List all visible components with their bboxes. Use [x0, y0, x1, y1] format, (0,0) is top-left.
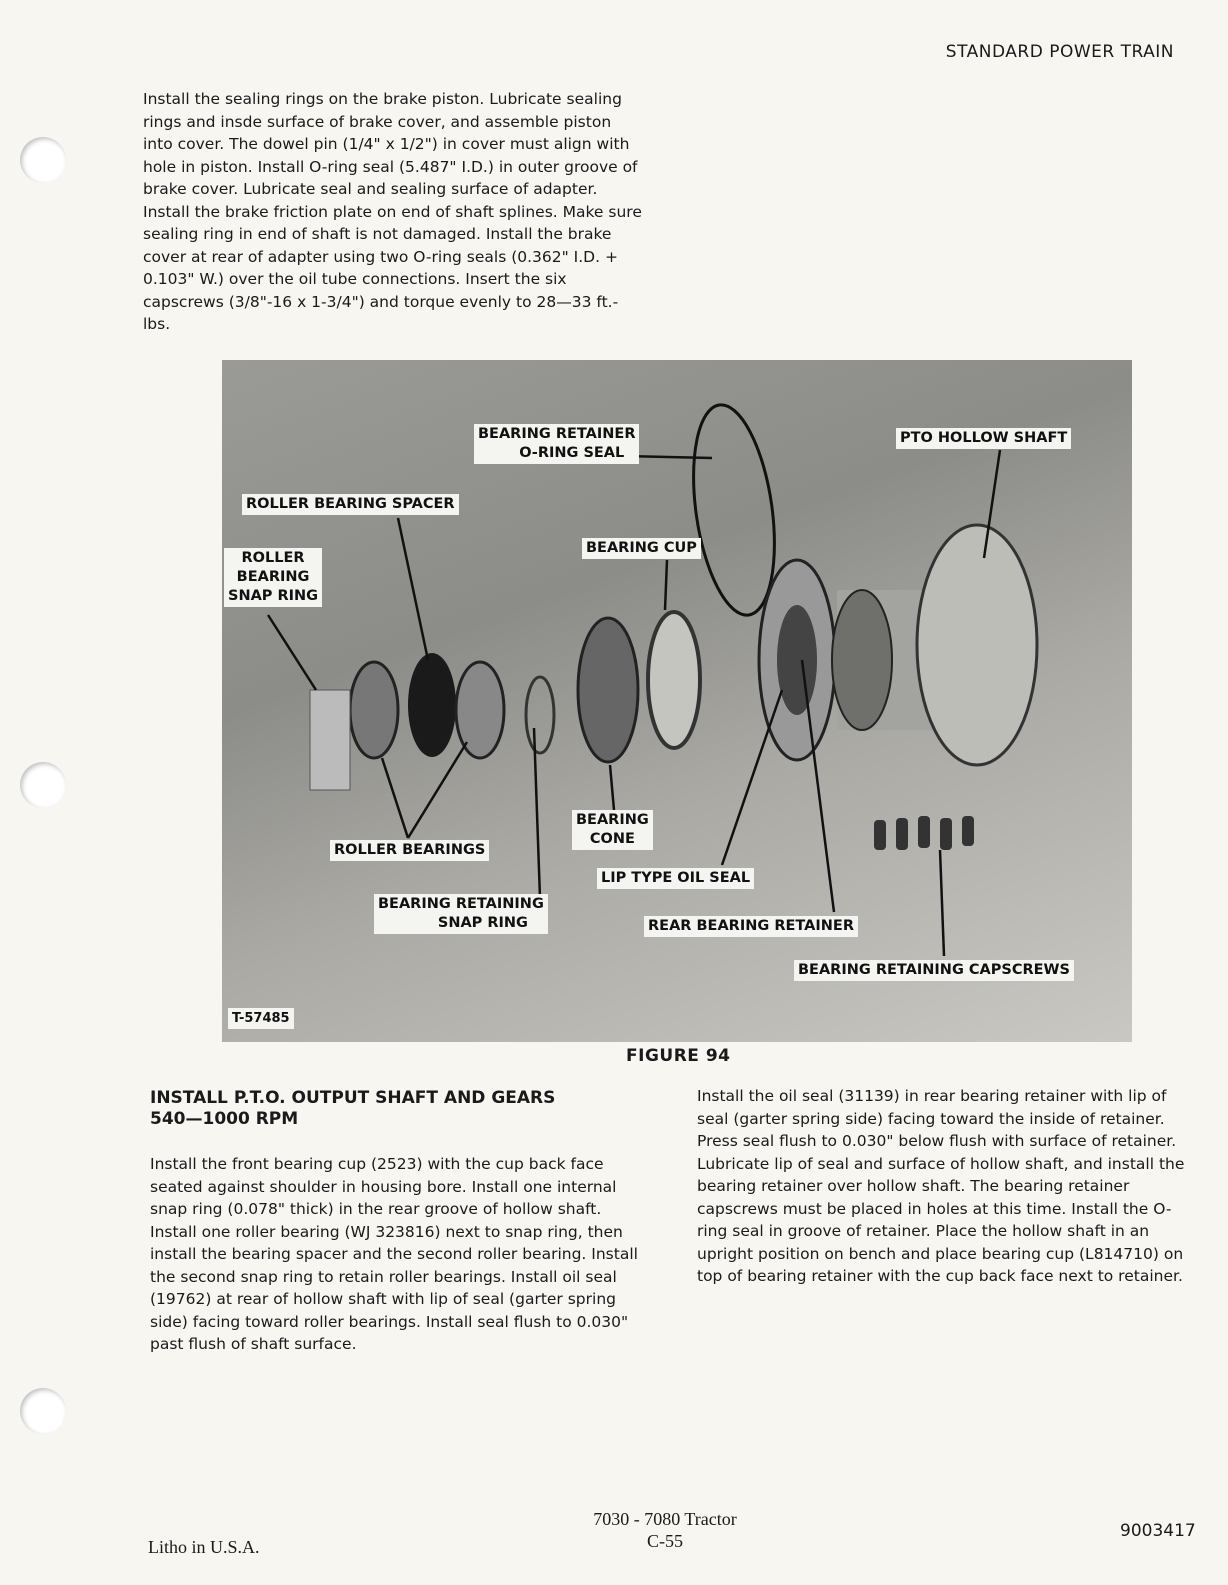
binder-hole-top	[20, 137, 66, 183]
footer-model	[580, 1508, 750, 1552]
section-title-subline: 540—1000 RPM	[150, 1109, 299, 1129]
footer-doc-number: 9003417	[1120, 1521, 1196, 1541]
label-bearing-retainer-oring-seal	[474, 424, 639, 464]
label-bearing-retaining-snap-ring	[374, 894, 548, 934]
footer-page-number: C-55	[647, 1531, 683, 1551]
binder-hole-middle	[20, 762, 66, 808]
section-title-line: INSTALL P.T.O. OUTPUT SHAFT AND GEARS	[150, 1088, 556, 1108]
figure-94-photo	[222, 360, 1132, 1042]
label-bearing-cup: BEARING CUP	[582, 538, 701, 559]
photo-reference-id: T-57485	[228, 1008, 294, 1029]
label-roller-bearing-snap-ring	[224, 548, 322, 607]
binder-hole-bottom	[20, 1388, 66, 1434]
section-title	[150, 1088, 630, 1130]
footer-litho: Litho in U.S.A.	[148, 1537, 260, 1557]
label-lip-type-oil-seal: LIP TYPE OIL SEAL	[597, 868, 754, 889]
label-line: BEARING	[576, 812, 649, 828]
figure-caption: FIGURE 94	[626, 1046, 731, 1066]
label-rear-bearing-retainer: REAR BEARING RETAINER	[644, 916, 858, 937]
section-header: STANDARD POWER TRAIN	[945, 42, 1174, 62]
pto-hollow-shaft-part	[832, 525, 1037, 765]
snap-ring-bracket-part	[310, 690, 350, 790]
label-line: BEARING RETAINER	[478, 426, 636, 442]
capscrews-part	[874, 816, 974, 850]
bearing-cup-part	[648, 612, 700, 748]
label-bearing-retaining-capscrews: BEARING RETAINING CAPSCREWS	[794, 960, 1074, 981]
roller-bearing-part	[350, 653, 504, 758]
footer-tractor-model: 7030 - 7080 Tractor	[593, 1509, 737, 1529]
exploded-parts-illustration	[222, 360, 1132, 1042]
label-roller-bearing-spacer: ROLLER BEARING SPACER	[242, 494, 459, 515]
label-line: ROLLER	[241, 550, 305, 566]
label-line: SNAP RING	[437, 915, 528, 931]
bearing-cone-part	[578, 618, 638, 762]
brake-cover-instructions: Install the sealing rings on the brake piston. Lubricate sealing rings and insde surface of brake cover, and assemble piston into cover. The dowel pin (1/4" x 1/2") in cover must align with hole in piston. Install O-ring seal (5.487" I.D.) in outer groove of brake cover. Lubricate seal and sealing surface of adapter. Install the brake friction plate on end of shaft splines. Make sure sealing ring in end of shaft is not damaged. Install the brake cover at rear of adapter using two O-ring seals (0.362" I.D. + 0.103" W.) over the oil tube connections. Insert the six capscrews (3/8"-16 x 1-3/4") and torque evenly to 28—33 ft.-lbs.	[143, 90, 642, 333]
pto-shaft-instructions-right: Install the oil seal (31139) in rear bearing retainer with lip of seal (garter spring side) facing toward the inside of retainer. Press seal flush to 0.030" below flush with surface of retainer. Lubricate lip of seal and surface of hollow shaft, and install the bearing retainer over hollow shaft. The bearing retainer capscrews must be placed in holes at this time. Install the O-ring seal in groove of retainer. Place the hollow shaft in an upright position on bench and place bearing cup (L814710) on top of bearing retainer with the cup back face next to retainer.	[697, 1087, 1185, 1285]
label-line: O-RING SEAL	[519, 445, 625, 461]
pto-shaft-instructions-left: Install the front bearing cup (2523) with the cup back face seated against shoulder in housing bore. Install one internal snap ring (0.078" thick) in the rear groove of hollow shaft. Install one roller bearing (WJ 323816) next to snap ring, then install the bearing spacer and the second roller bearing. Install the second snap ring to retain roller bearings. Install oil seal (19762) at rear of hollow shaft with lip of seal (garter spring side) facing toward roller bearings. Install seal flush to 0.030" past flush of shaft surface.	[150, 1155, 638, 1353]
label-line: BEARING RETAINING	[378, 896, 544, 912]
label-bearing-cone	[572, 810, 653, 850]
label-line: BEARING	[236, 569, 310, 585]
snap-ring-part	[526, 677, 554, 753]
label-line: SNAP RING	[228, 588, 319, 604]
label-roller-bearings: ROLLER BEARINGS	[330, 840, 489, 861]
label-pto-hollow-shaft: PTO HOLLOW SHAFT	[896, 428, 1071, 449]
label-line: CONE	[589, 831, 635, 847]
